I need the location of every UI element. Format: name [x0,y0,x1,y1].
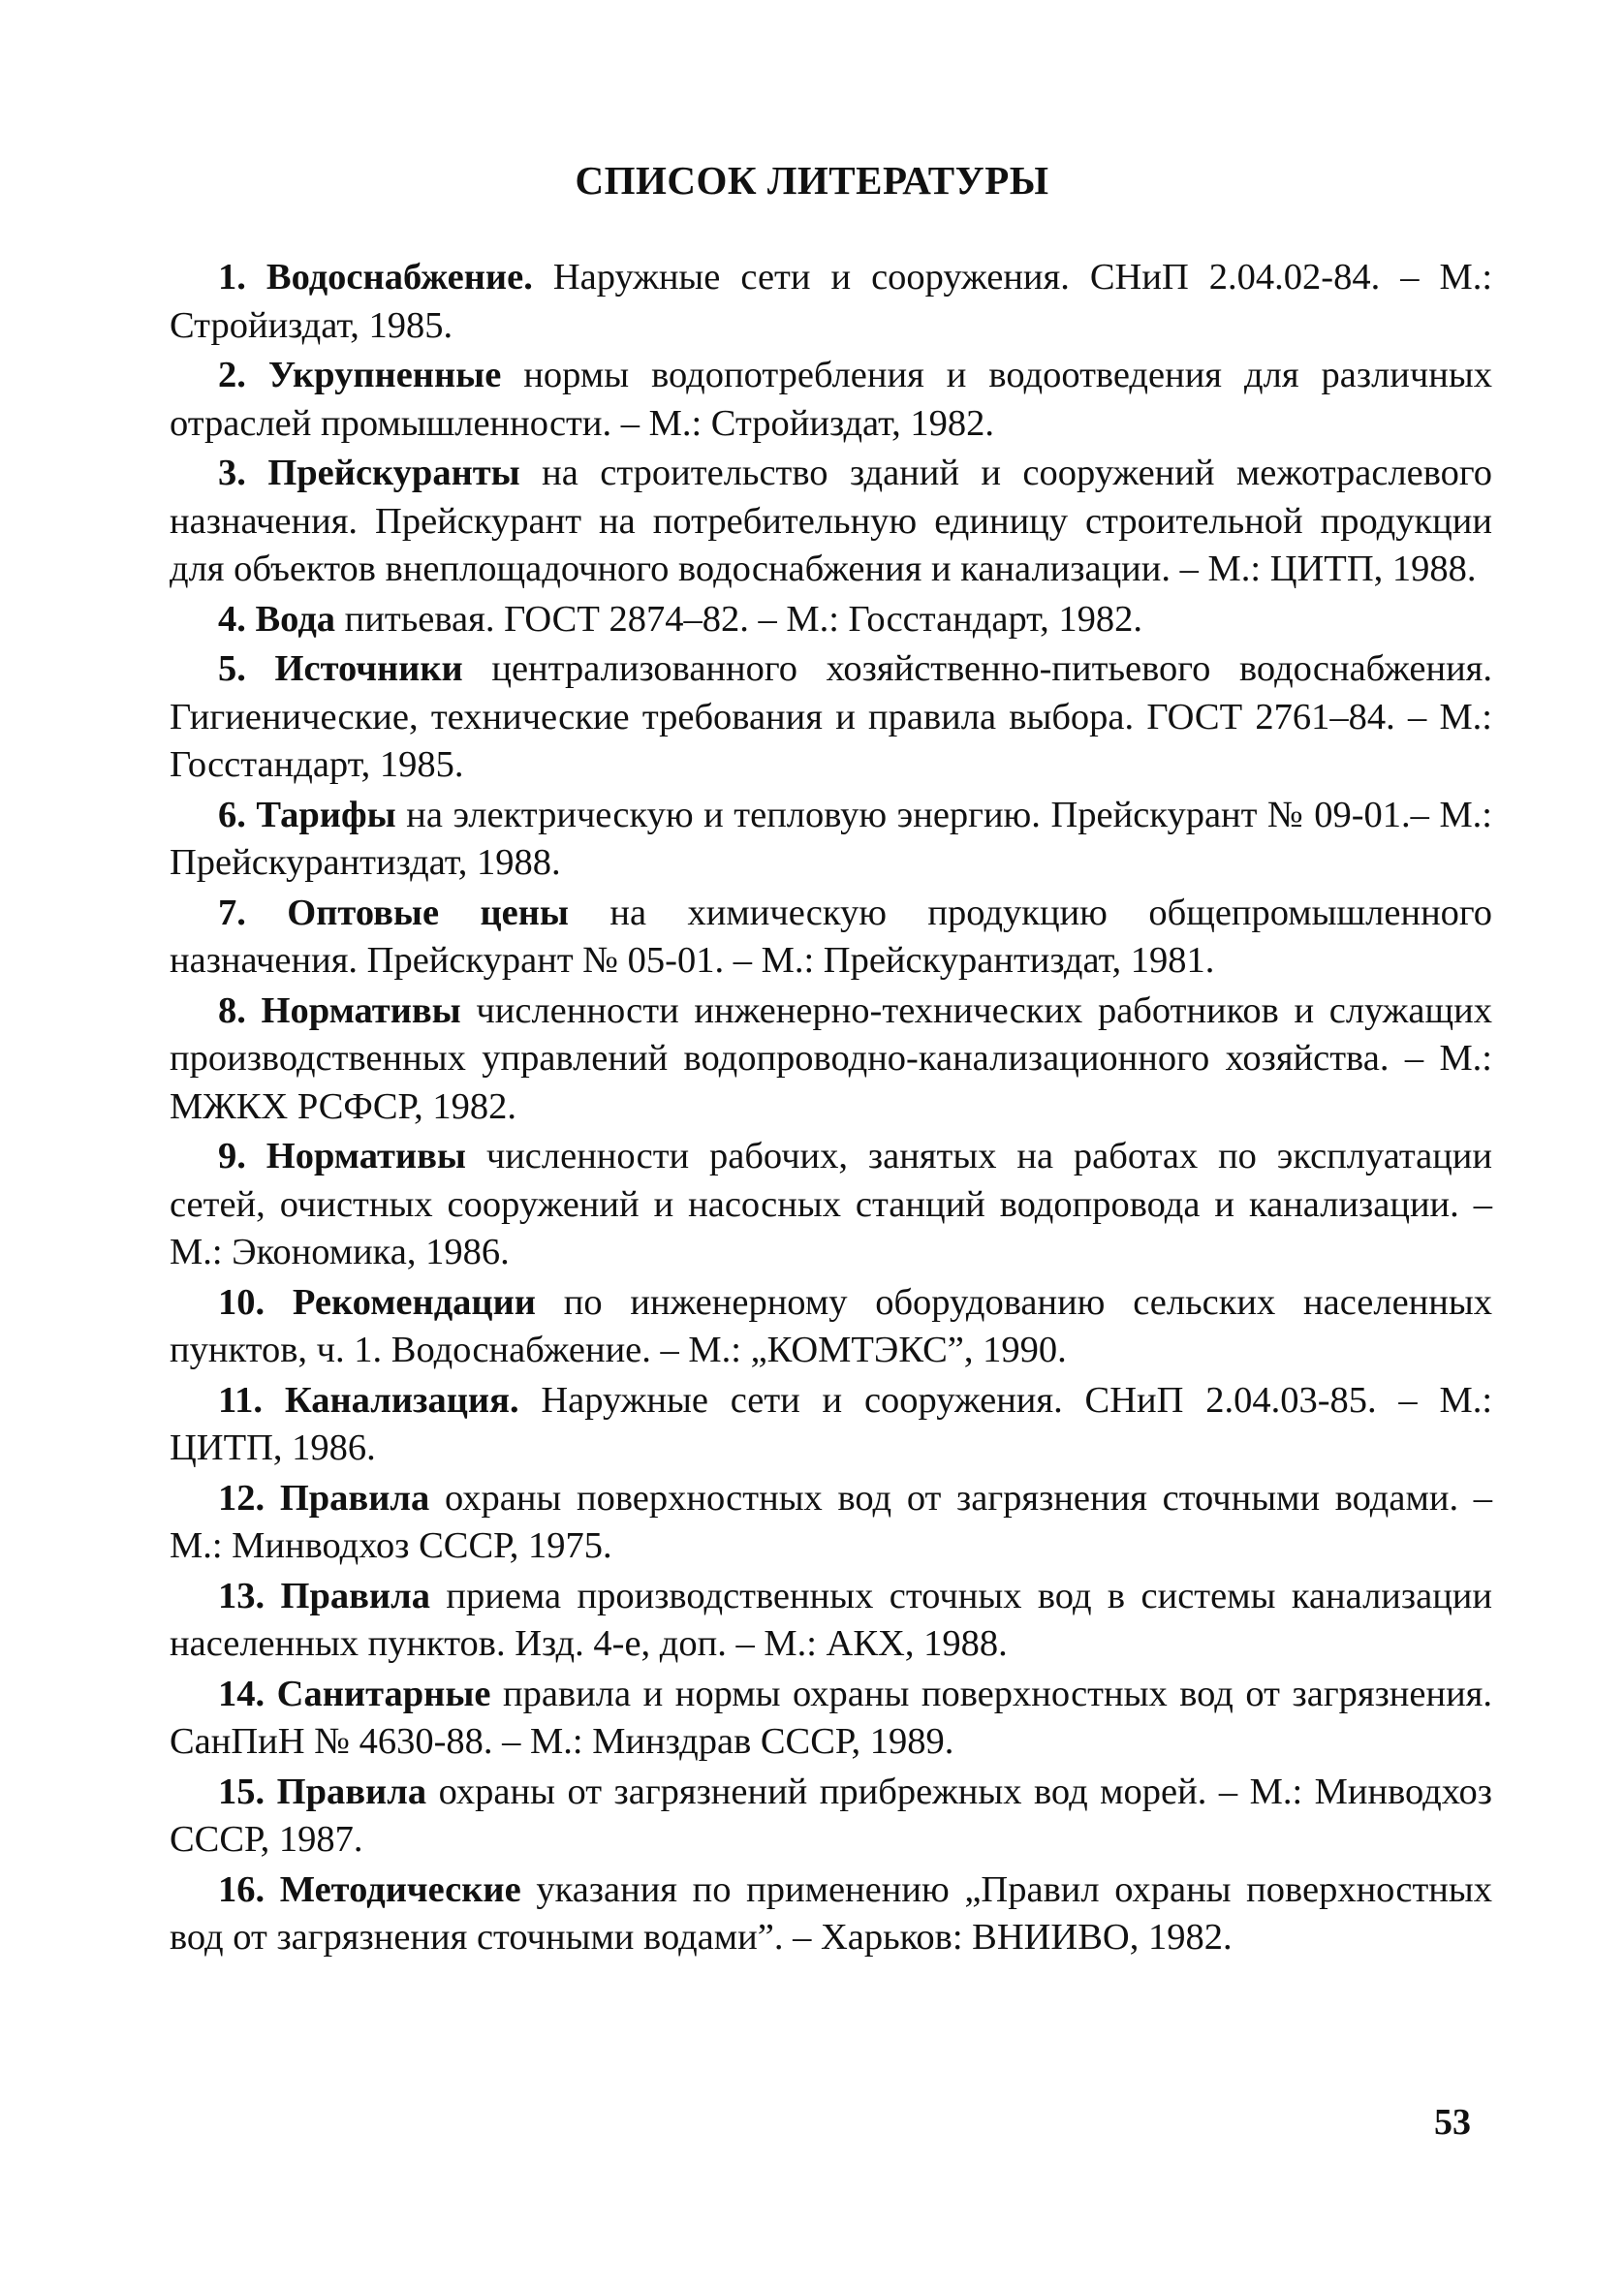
reference-lead: Оптовые цены [287,892,569,933]
page-number: 53 [1434,2102,1471,2143]
reference-text: правила и нормы охраны поверхностных вод от загрязнения. СанПиН № 4630-88. – М.: Минздрав СССР, 1989. [170,1673,1493,1762]
reference-text: Наружные сети и сооружения. СНиП 2.04.02-84. – М.: Стройиздат, 1985. [170,257,1493,346]
reference-lead: Водоснабжение. [265,257,533,298]
reference-item [170,450,1492,594]
reference-number: 15. [218,1771,265,1812]
reference-item [170,1671,1492,1767]
reference-lead: Нормативы [265,1136,466,1176]
reference-number: 6. [218,794,246,835]
reference-list [170,254,1492,1964]
reference-lead: Источники [274,648,463,689]
reference-item [170,1866,1492,1962]
reference-lead: Нормативы [261,989,461,1031]
reference-text: на химическую продукцию общепромышленного назначения. Прейскурант № 05-01. – М.: Прейскурантиздат, 1981. [170,892,1493,981]
reference-item [170,1133,1492,1277]
reference-text: охраны от загрязнений прибрежных вод морей. – М.: Минводхоз СССР, 1987. [170,1771,1493,1860]
reference-number: 11. [218,1379,264,1421]
reference-number: 7. [218,892,246,933]
reference-lead: Прейскуранты [267,453,520,493]
reference-text: на электрическую и тепловую энергию. Прейскурант № 09-01.– М.: Прейскурантиздат, 1988. [170,794,1493,883]
reference-lead: Методические [279,1868,521,1910]
reference-number: 16. [218,1868,265,1910]
reference-number: 2. [218,355,246,395]
reference-number: 13. [218,1575,265,1616]
reference-number: 12. [218,1477,265,1519]
reference-item [170,645,1492,790]
reference-number: 1. [218,257,246,298]
reference-lead: Канализация. [284,1379,519,1421]
reference-number: 10. [218,1281,265,1323]
reference-text: охраны поверхностных вод от загрязнения сточными водами. – М.: Минводхоз СССР, 1975. [170,1477,1492,1566]
reference-item [170,352,1492,448]
reference-number: 9. [218,1136,246,1176]
reference-item [170,1769,1492,1865]
reference-number: 5. [218,648,246,689]
reference-item [170,596,1492,644]
reference-lead: Укрупненные [267,355,502,395]
reference-number: 14. [218,1673,265,1714]
reference-text: по инженерному оборудованию сельских населенных пунктов, ч. 1. Водоснабжение. – М.: „КОМТЭКС”, 1990. [170,1281,1493,1370]
reference-lead: Вода [255,598,336,640]
reference-item [170,254,1492,350]
reference-item [170,1573,1492,1669]
reference-lead: Правила [279,1477,430,1519]
reference-text: численности инженерно-технических работников и служащих производственных управлений водопроводно-канализационного хозяйства. – М.: МЖКХ РСФСР, 1982. [170,989,1492,1127]
reference-text: численности рабочих, занятых на работах по эксплуатации сетей, очистных сооружений и насосных станций водопровода и канализации. – М.: Экономика, 1986. [170,1136,1493,1272]
reference-lead: Правила [276,1771,427,1812]
reference-text: нормы водопотребления и водоотведения для различных отраслей промышленности. – М.: Стройиздат, 1982. [170,355,1492,444]
reference-item [170,792,1492,888]
reference-item [170,988,1492,1132]
reference-number: 8. [218,989,246,1031]
reference-lead: Тарифы [256,794,396,835]
reference-item [170,1279,1492,1375]
reference-text: на строительство зданий и сооружений межотраслевого назначения. Прейскурант на потребительную единицу строительной продукции для объектов внеплощадочного водоснабжения и канализации. – М.: ЦИТП, 1988. [170,453,1493,589]
reference-lead: Санитарные [276,1673,491,1714]
reference-item [170,1475,1492,1571]
reference-text: Наружные сети и сооружения. СНиП 2.04.03-85. – М.: ЦИТП, 1986. [170,1379,1493,1468]
reference-item [170,890,1492,986]
reference-lead: Рекомендации [292,1281,536,1323]
reference-text: приема производственных сточных вод в системы канализации населенных пунктов. Изд. 4-е, доп. – М.: АКХ, 1988. [170,1575,1493,1664]
reference-text: централизованного хозяйственно-питьевого водоснабжения. Гигиенические, технические требования и правила выбора. ГОСТ 2761–84. – М.: Госстандарт, 1985. [170,648,1493,785]
reference-item [170,1377,1492,1473]
reference-text: указания по применению „Правил охраны поверхностных вод от загрязнения сточными водами”. – Харьков: ВНИИВО, 1982. [170,1868,1493,1958]
page-title: СПИСОК ЛИТЕРАТУРЫ [575,158,1049,203]
reference-text: питьевая. ГОСТ 2874–82. – М.: Госстандарт, 1982. [344,598,1142,640]
reference-number: 4. [218,598,246,640]
reference-lead: Правила [280,1575,430,1616]
reference-number: 3. [218,453,246,493]
